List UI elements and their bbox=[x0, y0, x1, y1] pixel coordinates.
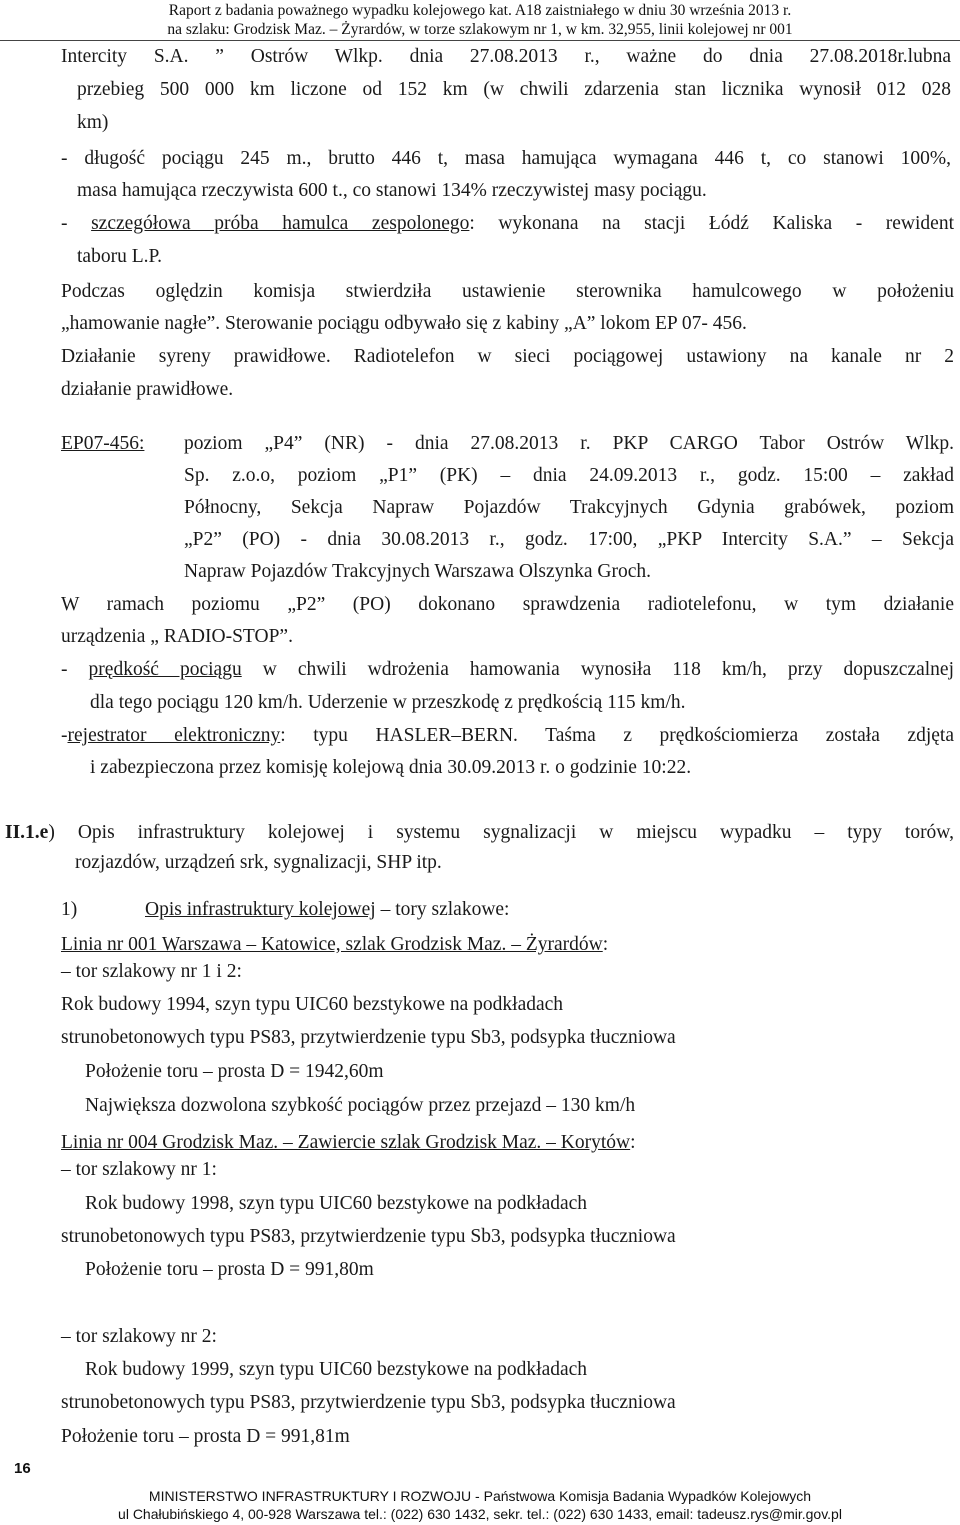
footer-contact: ul Chałubińskiego 4, 00-928 Warszawa tel.: (022) 630 1432, sekr. tel.: (022) 630 1433, email: tadeusz.rys@mir.gov.pl bbox=[118, 1506, 842, 1522]
list-item-number: 1) bbox=[61, 899, 78, 920]
line-001-heading bbox=[61, 933, 608, 957]
line-004-title: Linia nr 004 Grodzisk Maz. – Zawiercie szlak Grodzisk Maz. – Korytów bbox=[61, 1132, 631, 1153]
text-line: W ramach poziomu „P2” (PO) dokonano sprawdzenia radiotelefonu, w tym działanie bbox=[61, 594, 954, 615]
colon: : bbox=[630, 1132, 636, 1153]
text-line: Największa dozwolona szybkość pociągów przez przejazd – 130 km/h bbox=[85, 1095, 636, 1116]
infrastructure-term: Opis infrastruktury kolejowej bbox=[145, 899, 376, 920]
brake-test-text: : wykonana na stacji Łódź Kaliska - rewident bbox=[469, 213, 954, 234]
section-heading bbox=[5, 821, 954, 845]
text-line: Położenie toru – prosta D = 1942,60m bbox=[85, 1061, 384, 1082]
recorder-term: rejestrator elektroniczny bbox=[67, 725, 281, 746]
recorder-text: : typu HASLER–BERN. Taśma z prędkościomierza została zdjęta bbox=[280, 725, 954, 746]
dash: - bbox=[61, 725, 68, 746]
text-line: – tor szlakowy nr 1: bbox=[61, 1159, 217, 1180]
text-line: „P2” (PO) - dnia 30.08.2013 r., godz. 17:00, „PKP Intercity S.A.” – Sekcja bbox=[184, 529, 954, 550]
infrastructure-text: – tory szlakowe: bbox=[375, 899, 510, 920]
text-line: Działanie syreny prawidłowe. Radiotelefon w sieci pociągowej ustawiony na kanale nr 2 bbox=[61, 346, 954, 367]
text-line: – tor szlakowy nr 1 i 2: bbox=[61, 961, 242, 982]
text-line: - długość pociągu 245 m., brutto 446 t, masa hamująca wymagana 446 t, co stanowi 100%, bbox=[61, 148, 951, 169]
text-line: Sp. z.o.o, poziom „P1” (PK) – dnia 24.09.2013 r., godz. 15:00 – zakład bbox=[184, 465, 954, 486]
text-line: Podczas oględzin komisja stwierdziła ustawienie sterownika hamulcowego w położeniu bbox=[61, 281, 954, 302]
text-line: Rok budowy 1994, szyn typu UIC60 bezstykowe na podkładach bbox=[61, 994, 564, 1015]
text-line: poziom „P4” (NR) - dnia 27.08.2013 r. PKP CARGO Tabor Ostrów Wlkp. bbox=[184, 433, 954, 454]
text-line bbox=[61, 658, 954, 682]
text-line: Północny, Sekcja Napraw Pojazdów Trakcyjnych Gdynia grabówek, poziom bbox=[184, 497, 954, 518]
text-line: masa hamująca rzeczywista 600 t., co stanowi 134% rzeczywistej masy pociągu. bbox=[77, 180, 707, 201]
header-divider bbox=[0, 40, 960, 41]
page-number: 16 bbox=[14, 1460, 31, 1477]
text-line: Położenie toru – prosta D = 991,81m bbox=[61, 1426, 350, 1447]
dash: - bbox=[61, 659, 89, 680]
list-item bbox=[145, 898, 509, 922]
text-line: strunobetonowych typu PS83, przytwierdzenie typu Sb3, podsypka tłuczniowa bbox=[61, 1392, 676, 1413]
text-line: taboru L.P. bbox=[77, 246, 163, 267]
text-line: „hamowanie nagłe”. Sterowanie pociągu odbywało się z kabiny „A” lokom EP 07- 456. bbox=[61, 313, 747, 334]
colon: : bbox=[602, 934, 609, 955]
report-header-title: Raport z badania poważnego wypadku kolejowego kat. A18 zaistniałego w dniu 30 września 2013 r. bbox=[168, 2, 792, 19]
text-line: rozjazdów, urządzeń srk, sygnalizacji, SHP itp. bbox=[75, 852, 442, 873]
dash: - bbox=[61, 213, 92, 234]
brake-test-term: szczegółowa próba hamulca zespolonego bbox=[91, 213, 470, 234]
line-004-heading bbox=[61, 1131, 636, 1155]
text-line bbox=[61, 724, 954, 748]
text-line: przebieg 500 000 km liczone od 152 km (w chwili zdarzenia stan licznika wynosił 012 028 bbox=[77, 79, 951, 100]
text-line: działanie prawidłowe. bbox=[61, 379, 234, 400]
footer-ministry: MINISTERSTWO INFRASTRUKTURY I ROZWOJU - Państwowa Komisja Badania Wypadków Kolejowych bbox=[148, 1488, 812, 1504]
section-title: ) Opis infrastruktury kolejowej i systemu sygnalizacji w miejscu wypadku – typy torów, bbox=[48, 822, 954, 843]
line-001-title: Linia nr 001 Warszawa – Katowice, szlak Grodzisk Maz. – Żyrardów bbox=[61, 934, 603, 955]
report-header-location: na szlaku: Grodzisk Maz. – Żyrardów, w torze szlakowym nr 1, w km. 32,955, linii kolejowej nr 001 bbox=[167, 21, 793, 38]
text-line bbox=[61, 212, 954, 236]
text-line: Napraw Pojazdów Trakcyjnych Warszawa Olszynka Groch. bbox=[184, 561, 652, 582]
train-speed-text: w chwili wdrożenia hamowania wynosiła 118 km/h, przy dopuszczalnej bbox=[241, 659, 954, 680]
train-speed-term: prędkość pociągu bbox=[88, 659, 242, 680]
text-line: urządzenia „ RADIO-STOP”. bbox=[61, 626, 293, 647]
text-line: Rok budowy 1998, szyn typu UIC60 bezstykowe na podkładach bbox=[85, 1193, 588, 1214]
text-line: i zabezpieczona przez komisję kolejową dnia 30.09.2013 r. o godzinie 10:22. bbox=[90, 757, 692, 778]
text-line: dla tego pociągu 120 km/h. Uderzenie w przeszkodę z prędkością 115 km/h. bbox=[90, 692, 686, 713]
text-line: – tor szlakowy nr 2: bbox=[61, 1326, 217, 1347]
text-line: Rok budowy 1999, szyn typu UIC60 bezstykowe na podkładach bbox=[85, 1359, 588, 1380]
section-number: II.1.e bbox=[5, 822, 49, 843]
text-line: Intercity S.A. ” Ostrów Wlkp. dnia 27.08.2013 r., ważne do dnia 27.08.2018r.lubna bbox=[61, 46, 951, 67]
text-line: km) bbox=[77, 112, 109, 133]
locomotive-label: EP07-456: bbox=[61, 433, 145, 454]
text-line: Położenie toru – prosta D = 991,80m bbox=[85, 1259, 374, 1280]
text-line: strunobetonowych typu PS83, przytwierdzenie typu Sb3, podsypka tłuczniowa bbox=[61, 1027, 676, 1048]
text-line: strunobetonowych typu PS83, przytwierdzenie typu Sb3, podsypka tłuczniowa bbox=[61, 1226, 676, 1247]
